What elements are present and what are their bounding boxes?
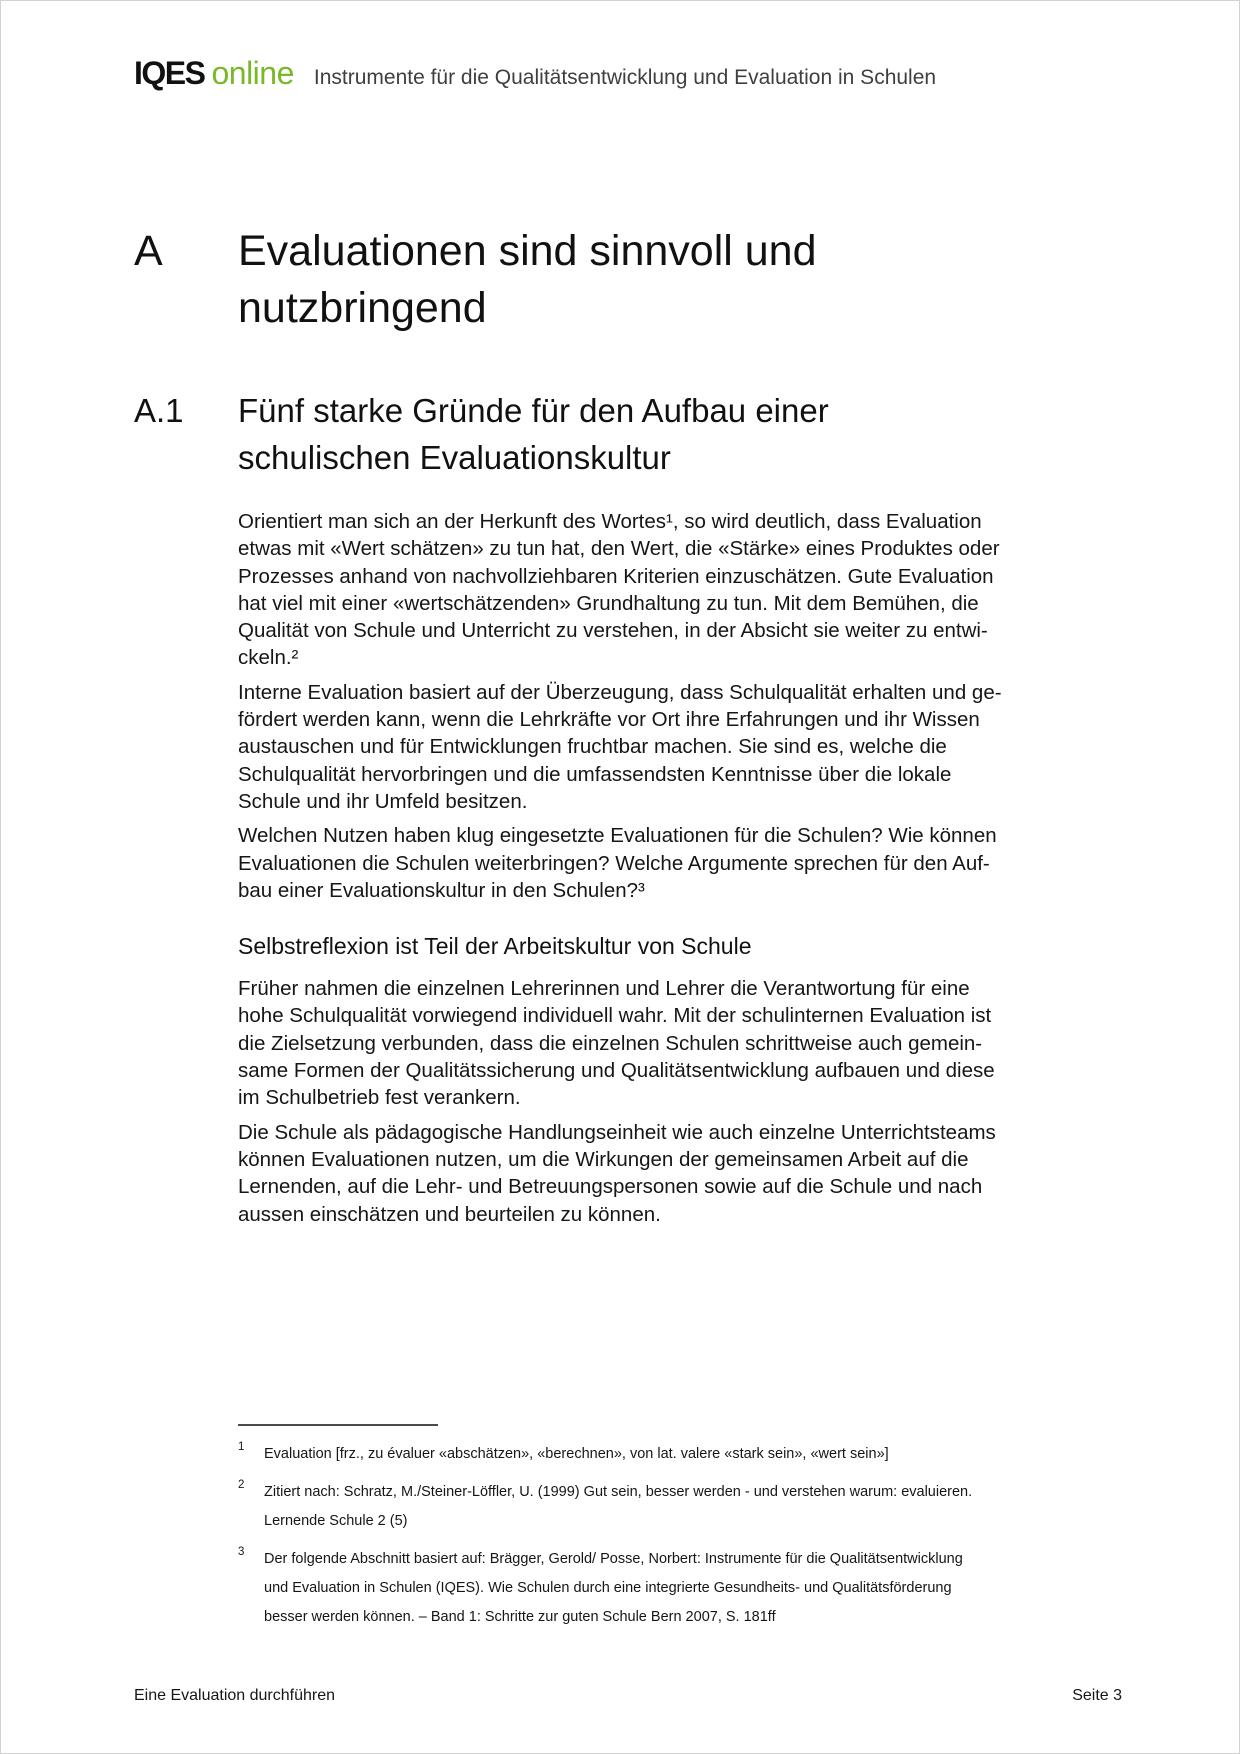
header-tagline: Instrumente für die Qualitätsentwicklung und Evaluation in Schulen — [313, 66, 937, 89]
footnote-divider — [238, 1424, 438, 1426]
footnote — [238, 1440, 1124, 1469]
footnote-text: Evaluation [frz., zu évaluer «abschätzen», «berechnen», von lat. valere «stark sein», «wert sein»] — [264, 1445, 889, 1462]
section-label: A.1 — [134, 392, 184, 429]
section-title: Fünf starke Gründe für den Aufbau einer schulischen Evaluationskultur — [238, 392, 829, 476]
body-text — [238, 508, 1124, 1228]
page-footer — [134, 1687, 1122, 1705]
chapter-heading — [134, 223, 1124, 337]
footnotes-section — [238, 1424, 1124, 1632]
paragraph: Orientiert man sich an der Herkunft des Wortes¹, so wird deutlich, dass Evaluation etwas mit «Wert schätzen» zu tun hat, den Wert, die «Stärke» eines Produktes oder Prozesses anhand von nachvollziehbaren Kriterien einzuschätzen. Gute Evaluation hat viel mit einer «wertschätzenden» Grundhaltung zu tun. Mit dem Bemühen, die Qualität von Schule und Unterricht zu verstehen, in der Absicht sie weiter zu entwi- ckeln.² — [238, 510, 1000, 670]
footnote-number: 3 — [238, 1545, 245, 1558]
paragraph: Früher nahmen die einzelnen Lehrerinnen und Lehrer die Verantwortung für eine hohe Schulqualität vorwiegend individuell wahr. Mit der schulinternen Evaluation ist die Zielsetzung verbunden, dass die einzelnen Schulen schrittweise auch gemein- same Formen der Qualitätssicherung und Qualitätsentwicklung aufbauen und diese im Schulbetrieb fest verankern. — [238, 977, 995, 1110]
iqes-logo: IQES — [134, 55, 205, 91]
footnote — [238, 1545, 1124, 1632]
footer-document-title: Eine Evaluation durchführen — [134, 1687, 336, 1704]
iqes-logo-online: online — [211, 55, 294, 91]
footnote-number: 2 — [238, 1478, 245, 1491]
paragraph: Welchen Nutzen haben klug eingesetzte Evaluationen für die Schulen? Wie können Evaluationen die Schulen weiterbringen? Welche Argumente sprechen für den Auf- bau einer Evaluationskultur in den Schulen?³ — [238, 824, 997, 902]
paragraph: Die Schule als pädagogische Handlungseinheit wie auch einzelne Unterrichtsteams können Evaluationen nutzen, um die Wirkungen der gemeinsamen Arbeit auf die Lernenden, auf die Lehr- und Betreuungspersonen sowie auf die Schule und nach aussen einschätzen und beurteilen zu können. — [238, 1120, 996, 1226]
paragraph: Interne Evaluation basiert auf der Überzeugung, dass Schulqualität erhalten und ge- fördert werden kann, wenn die Lehrkräfte vor Ort ihre Erfahrungen und ihr Wissen austauschen und für Entwicklungen fruchtbar machen. Sie sind es, welche die Schulqualität hervorbringen und die umfassendsten Kenntnisse über die lokale Schule und ihr Umfeld besitzen. — [238, 680, 1002, 813]
chapter-label: A — [134, 227, 163, 275]
footnote-text: Zitiert nach: Schratz, M./Steiner-Löffler, U. (1999) Gut sein, besser werden - und verstehen warum: evaluieren. Lernende Schule 2 (5) — [264, 1483, 973, 1529]
page-header — [134, 55, 1122, 92]
chapter-title: Evaluationen sind sinnvoll und nutzbringend — [238, 227, 817, 332]
footer-page-number: Seite 3 — [1072, 1687, 1122, 1704]
footnote-number: 1 — [238, 1440, 245, 1453]
footnote — [238, 1478, 1124, 1536]
main-content — [134, 223, 1124, 1641]
subheading: Selbstreflexion ist Teil der Arbeitskultur von Schule — [238, 933, 752, 960]
section-heading — [134, 387, 1124, 481]
footnote-text: Der folgende Abschnitt basiert auf: Brägger, Gerold/ Posse, Norbert: Instrumente für die Qualitätsentwicklung und Evaluation in Schulen (IQES). Wie Schulen durch eine integrierte Gesundheits- und Qualitätsförderung besser werden können. – Band 1: Schritte zur guten Schule Bern 2007, S. 181ff — [264, 1550, 963, 1625]
